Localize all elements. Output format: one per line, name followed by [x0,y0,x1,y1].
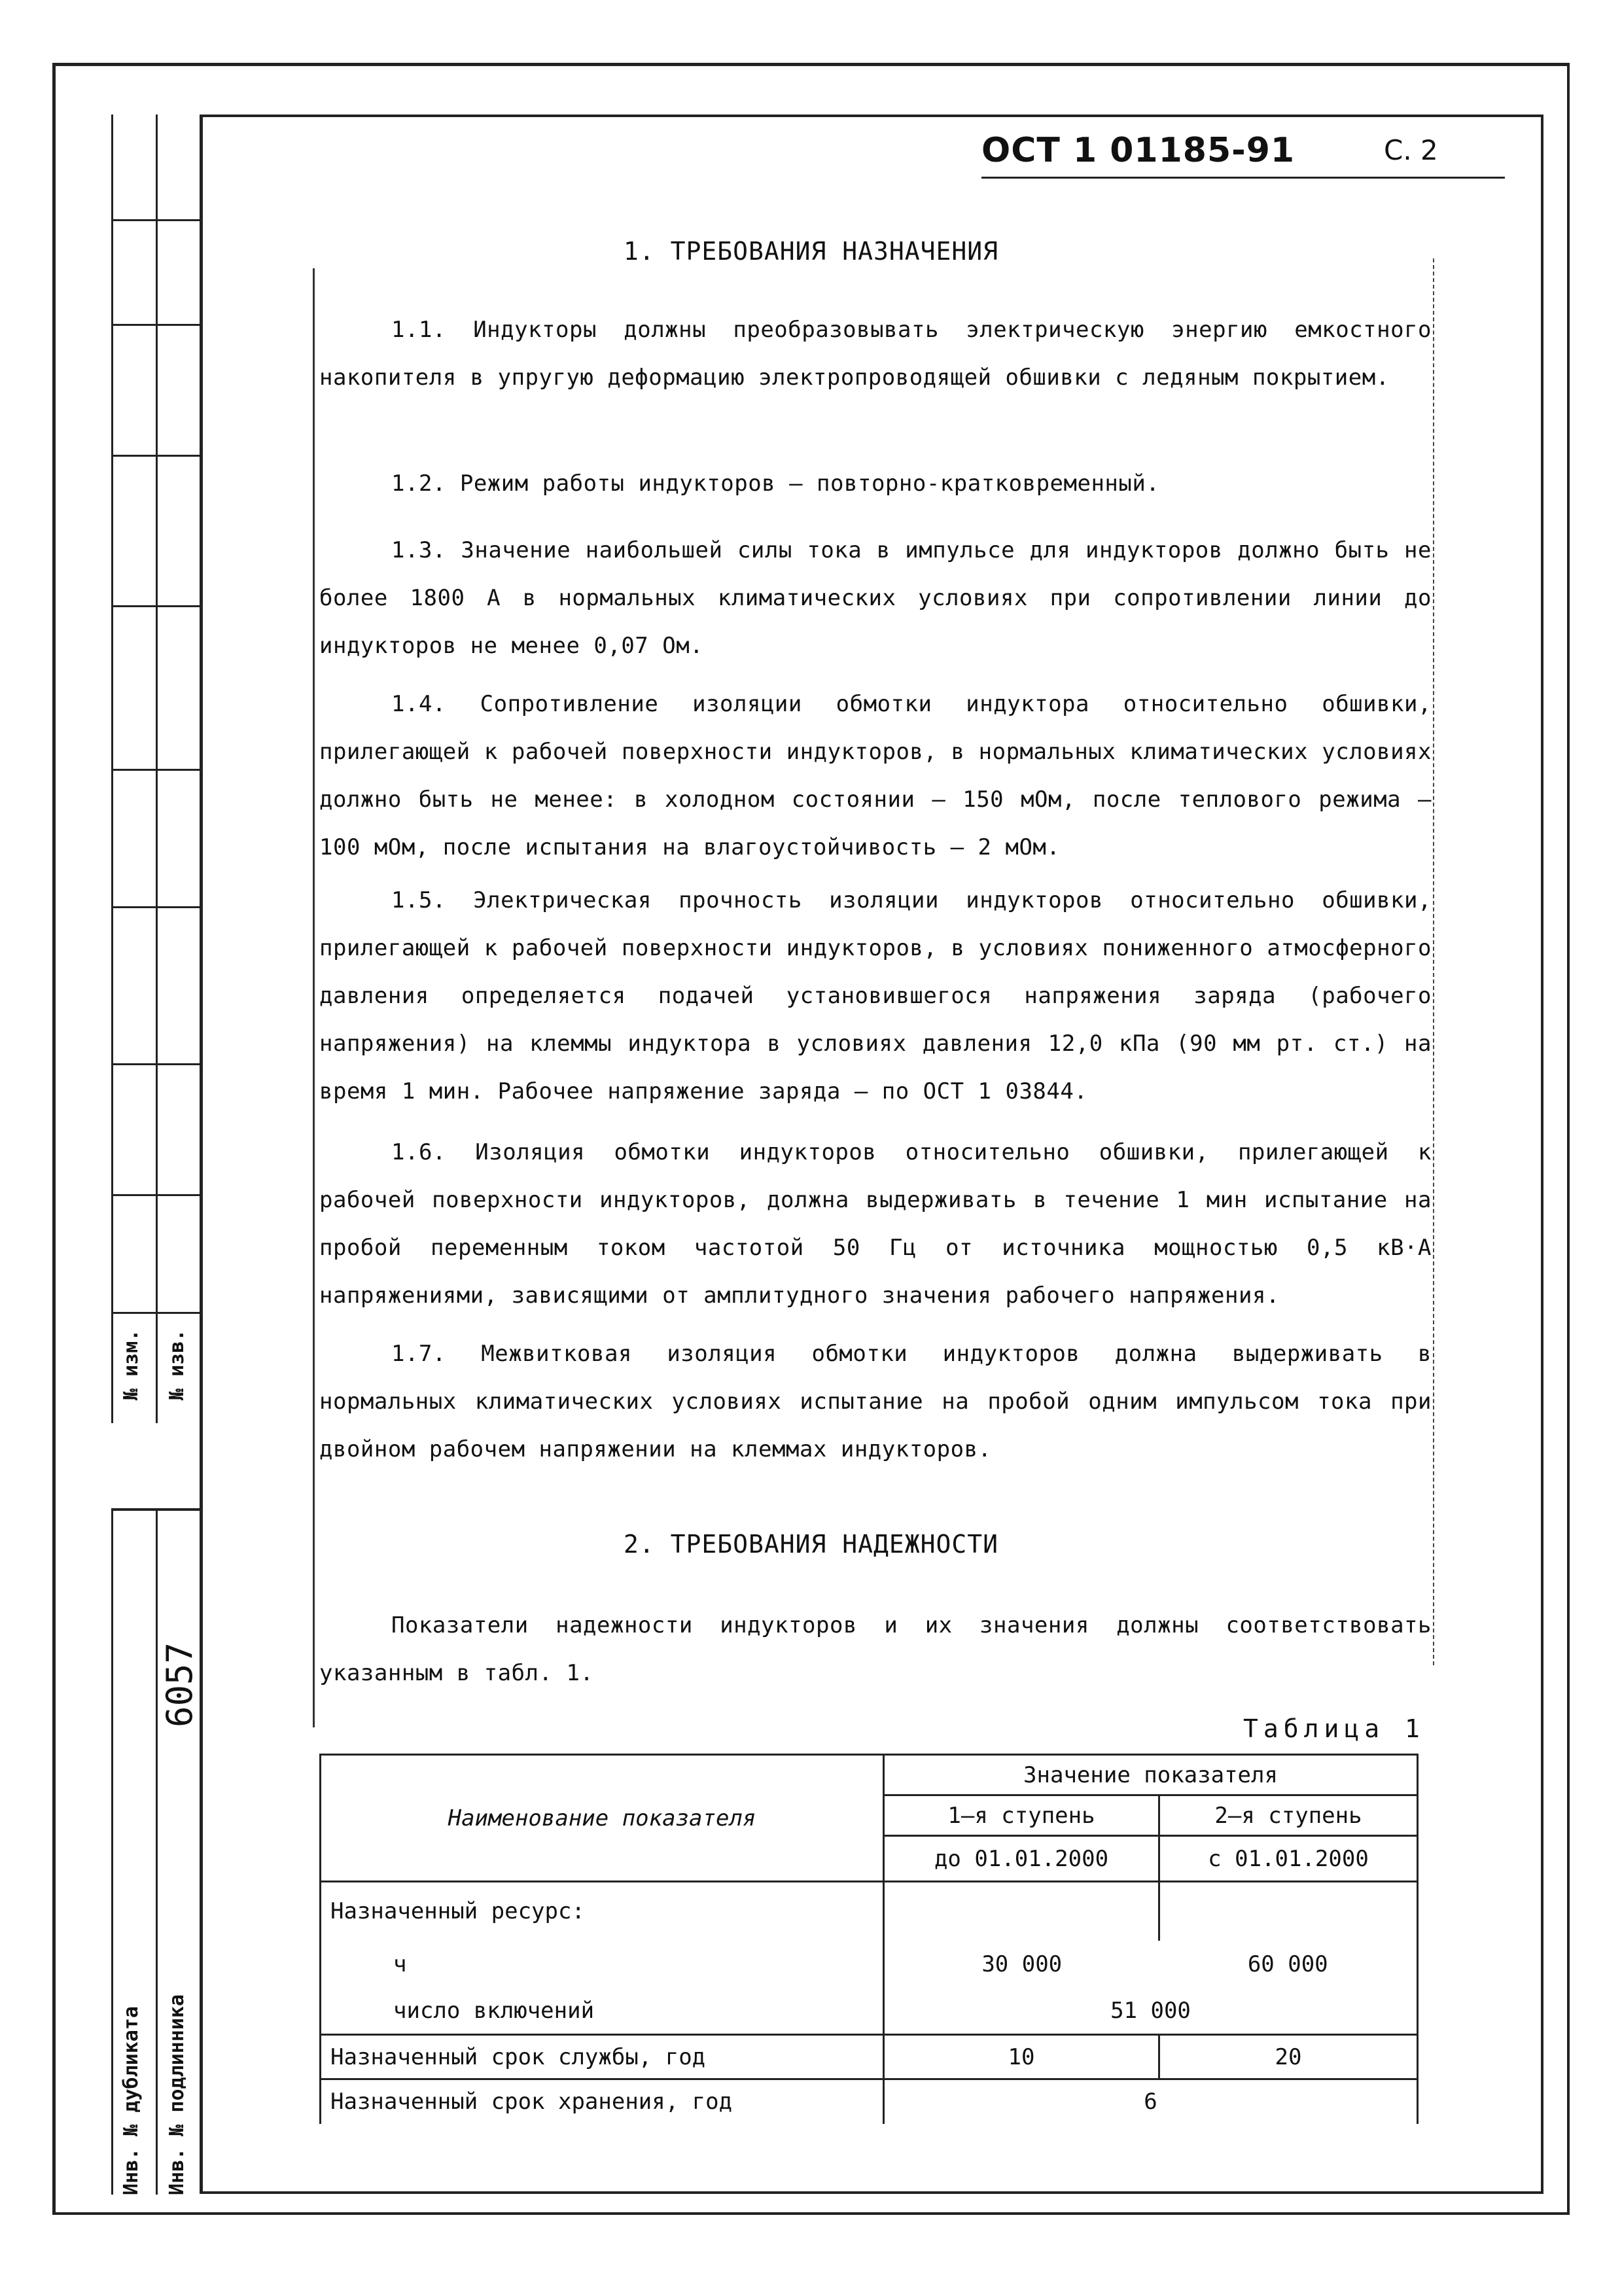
reliability-table [319,1754,1419,2124]
stamp-row [111,1312,200,1314]
paragraph-1-7: 1.7. Межвитковая изоляция обмотки индукторов должна выдерживать в нормальных климатических условиях испытание на пробой одним импульсом тока при двойном рабочем напряжении на клеммах индукторов. [319,1341,1432,1462]
table-cell [884,1882,1159,1941]
paragraph-1-3: 1.3. Значение наибольшей силы тока в импульсе для индукторов должно быть не более 1800 А в нормальных климатических условиях при сопротивлении линии до индукторов не менее 0,07 Ом. [319,537,1432,659]
right-rule [1433,258,1434,1665]
header-name: Наименование показателя [321,1755,884,1882]
row-storage-value: 6 [884,2079,1418,2124]
podlinnik-number: 6057 [159,1642,200,1727]
paragraph-1-5: 1.5. Электрическая прочность изоляции индукторов относительно обшивки, прилегающей к рабочей поверхности индукторов, в условиях пониженного атмосферного давления определяется подачей установившегося напряжения заряда (рабочего напряжения) на клеммы индуктора в условиях давления 12,0 кПа (90 мм рт. ст.) на время 1 мин. Рабочее напряжение заряда – по ОСТ 1 03844. [319,887,1432,1104]
row-service-value-1: 10 [884,2035,1159,2079]
row-hours-value-1: 30 000 [884,1941,1159,1988]
section-1-title: 1. ТРЕБОВАНИЯ НАЗНАЧЕНИЯ [623,237,999,266]
table-cell [1159,1882,1418,1941]
stamp-row [111,455,200,457]
izm-label: № изм. [120,1329,143,1400]
paragraph-1-6: 1.6. Изоляция обмотки индукторов относительно обшивки, прилегающей к рабочей поверхности индукторов, должна выдерживать в течение 1 мин испытание на пробой переменным током частотой 50 Гц от источника мощностью 0,5 кВ·А напряжениями, зависящими от амплитудного значения рабочего напряжения. [319,1139,1432,1309]
section-2-intro: Показатели надежности индукторов и их значения должны соответствовать указанным в табл. 1. [319,1612,1432,1686]
margin-rule [313,268,315,1727]
row-switches-value: 51 000 [884,1988,1418,2035]
row-service-label: Назначенный срок службы, год [321,2035,884,2079]
header-date-2: с 01.01.2000 [1159,1836,1418,1882]
row-hours-label: ч [321,1941,884,1988]
stamp-row [111,605,200,607]
stamp-row [111,906,200,908]
row-hours-value-2: 60 000 [1159,1941,1418,1988]
row-resource-label: Назначенный ресурс: [321,1882,884,1941]
table-caption: Таблица 1 [1243,1714,1425,1743]
document-code: ОСТ 1 01185-91 [981,131,1296,170]
podl-label: Инв. № подлинника [166,1994,188,2195]
stamp-row [111,769,200,771]
row-storage-label: Назначенный срок хранения, год [321,2079,884,2124]
header-stage-1: 1–я ступень [884,1795,1159,1836]
row-service-value-2: 20 [1159,2035,1418,2079]
paragraph-1-1: 1.1. Индукторы должны преобразовывать электрическую энергию емкостного накопителя в упругую деформацию электропроводящей обшивки с ледяным покрытием. [319,317,1432,391]
izv-label: № изв. [166,1329,188,1400]
stamp-row [111,1194,200,1196]
header-stage-2: 2–я ступень [1159,1795,1418,1836]
stamp-row [111,324,200,326]
dubl-label: Инв. № дубликата [120,2006,143,2195]
stamp-row [111,219,200,221]
header-underline [981,177,1505,179]
header-date-1: до 01.01.2000 [884,1836,1159,1882]
section-2-title: 2. ТРЕБОВАНИЯ НАДЕЖНОСТИ [623,1530,999,1559]
paragraph-1-4: 1.4. Сопротивление изоляции обмотки индуктора относительно обшивки, прилегающей к рабочей поверхности индукторов, в нормальных климатических условиях должно быть не менее: в холодном состоянии – 150 мОм, после теплового режима – 100 мОм, после испытания на влагоустойчивость – 2 мОм. [319,691,1432,860]
revision-stamp [111,115,200,1423]
stamp-row [111,1063,200,1065]
header-value: Значение показателя [884,1755,1418,1795]
paragraph-1-2: 1.2. Режим работы индукторов – повторно-кратковременный. [391,470,1160,497]
page-number: С. 2 [1384,134,1438,166]
row-switches-label: число включений [321,1988,884,2035]
